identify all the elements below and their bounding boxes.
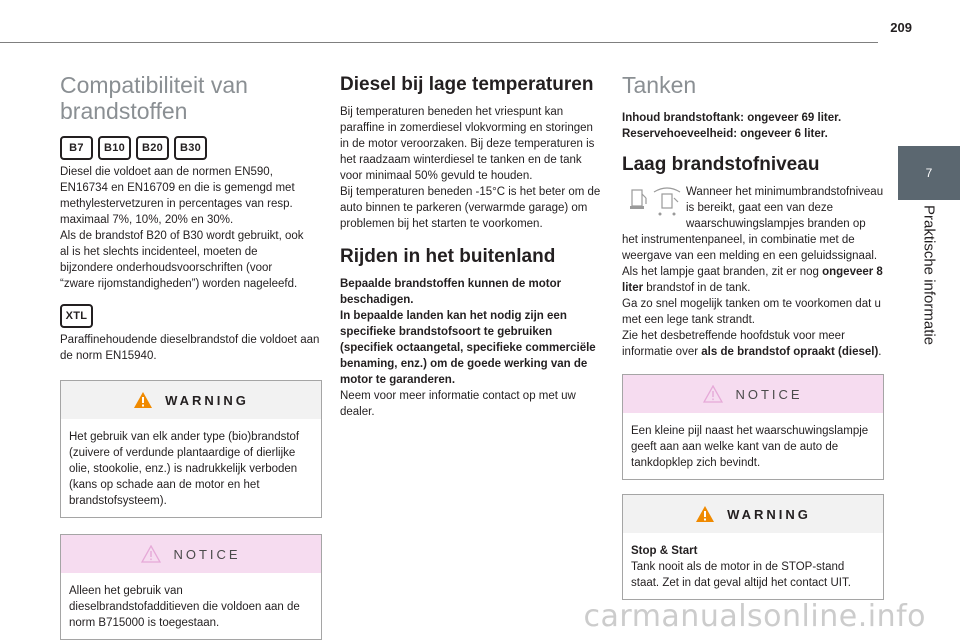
warning-box-header bbox=[61, 381, 321, 419]
warning-body: Het gebruik van elk ander type (bio)brandstof (zuivere of verdunde plantaardige of dierlijke olie, stookolie, enz.) is nadrukkelijk verboden (kans op schade aan de motor en het brandstofsysteem). bbox=[69, 431, 300, 507]
tank-reserve bbox=[622, 126, 884, 142]
section-title-low-temp: Diesel bij lage temperaturen bbox=[340, 74, 594, 95]
warning-body bbox=[623, 533, 883, 599]
page-number: 209 bbox=[890, 20, 912, 35]
header-rule bbox=[0, 42, 878, 43]
notice-icon bbox=[141, 545, 161, 563]
column-fuel-compatibility bbox=[60, 64, 322, 640]
low-fuel-para-4-c: . bbox=[878, 346, 882, 358]
fuel-badge-xtl: XTL bbox=[60, 304, 93, 328]
column-refuelling bbox=[622, 64, 884, 600]
notice-body: Alleen het gebruik van dieselbrandstofadditieven die voldoen aan de norm B715000 is toegestaan. bbox=[69, 585, 300, 629]
compatibility-para-3: Paraffinehoudende dieselbrandstof die voldoet aan de norm EN15940. bbox=[60, 334, 320, 362]
section-title-low-fuel: Laag brandstofniveau bbox=[622, 154, 820, 175]
notice-title: NOTICE bbox=[735, 386, 803, 402]
low-fuel-para-3: Ga zo snel mogelijk tanken om te voorkomen dat u met een lege tank strandt. bbox=[622, 298, 881, 326]
low-fuel-para-1: Wanneer het minimumbrandstofniveau is bereikt, gaat een van deze waarschuwingslampjes branden op het instrumentenpaneel, in combinatie met de weergave van een melding en een geluidssignaal. bbox=[622, 186, 884, 262]
column-diesel-abroad bbox=[340, 64, 602, 420]
tank-capacity-text: Inhoud brandstoftank: ongeveer 69 liter. bbox=[622, 112, 842, 124]
watermark: carmanualsonline.info bbox=[583, 599, 926, 634]
warning-title: WARNING bbox=[165, 392, 249, 408]
low-fuel-para-2 bbox=[622, 264, 884, 296]
section-title-abroad: Rijden in het buitenland bbox=[340, 246, 556, 267]
low-fuel-para-2-b: ongeveer 8 liter bbox=[622, 266, 883, 294]
abroad-bold-1-text: Bepaalde brandstoffen kunnen de motor beschadigen. bbox=[340, 278, 562, 306]
warning-bold: Stop & Start bbox=[631, 545, 698, 557]
notice-box-header bbox=[61, 535, 321, 573]
chapter-title bbox=[898, 205, 960, 385]
fuel-badge-b7: B7 bbox=[60, 136, 93, 160]
notice-box-fuel-flap bbox=[622, 374, 884, 480]
notice-box-additives bbox=[60, 534, 322, 640]
low-fuel-para-4 bbox=[622, 328, 884, 360]
warning-box-header bbox=[623, 495, 883, 533]
warning-title: WARNING bbox=[727, 506, 811, 522]
fuel-badge-b30: B30 bbox=[174, 136, 207, 160]
warning-box-fuel-type bbox=[60, 380, 322, 518]
warning-text: Tank nooit als de motor in de STOP-stand staat. Zet in dat geval altijd het contact UIT. bbox=[631, 561, 851, 589]
section-title-refuelling: Tanken bbox=[622, 72, 697, 98]
low-fuel-para-2-a: Als het lampje gaat branden, zit er nog bbox=[622, 266, 823, 278]
low-fuel-para-4-b: als de brandstof opraakt (diesel) bbox=[701, 346, 879, 358]
chapter-title-text: Praktische informatie bbox=[920, 205, 938, 346]
low-fuel-para-2-c: brandstof in de tank. bbox=[643, 282, 751, 294]
low-temp-para-1: Bij temperaturen beneden het vriespunt kan paraffine in zomerdiesel vlokvorming en storingen in de motor veroorzaken. Bij deze temperaturen is het raadzaam winterdiesel te tanken en de tank voor minimaal 50% gevuld te houden. bbox=[340, 106, 595, 182]
fuel-warning-lamps-icon bbox=[622, 184, 682, 218]
compatibility-para-2: Als de brandstof B20 of B30 wordt gebruikt, ook al is het slechts incidenteel, moeten de bijzondere onderhoudsvoorschriften (voor “zware rijomstandigheden”) worden nageleefd. bbox=[60, 230, 304, 290]
notice-body: Een kleine pijl naast het waarschuwingslampje geeft aan aan welke kant van de auto de tankdopklep zich bevindt. bbox=[631, 425, 869, 469]
low-fuel-para-4-a: Zie het desbetreffende hoofdstuk voor meer informatie over bbox=[622, 330, 845, 358]
tank-reserve-text: Reservehoeveelheid: ongeveer 6 liter. bbox=[622, 128, 828, 140]
low-temp-para-2: Bij temperaturen beneden -15°C is het beter om de auto binnen te parkeren (verwarmde garage) om problemen bij het starten te voorkomen. bbox=[340, 186, 601, 230]
notice-title: NOTICE bbox=[173, 546, 241, 562]
abroad-bold-2 bbox=[340, 308, 602, 388]
abroad-para-3: Neem voor meer informatie contact op met uw dealer. bbox=[340, 390, 576, 418]
warning-box-stop-start bbox=[622, 494, 884, 600]
low-fuel-block bbox=[622, 184, 884, 264]
tank-capacity bbox=[622, 110, 884, 126]
section-title-compatibility: Compatibiliteit van brandstoffen bbox=[60, 72, 248, 124]
chapter-tab: 7 bbox=[898, 146, 960, 200]
warning-icon bbox=[695, 505, 715, 523]
warning-icon bbox=[133, 391, 153, 409]
xtl-badge-row bbox=[60, 304, 322, 328]
fuel-badge-b10: B10 bbox=[98, 136, 131, 160]
notice-icon bbox=[703, 385, 723, 403]
notice-box-header bbox=[623, 375, 883, 413]
fuel-badges bbox=[60, 136, 322, 160]
fuel-badge-b20: B20 bbox=[136, 136, 169, 160]
abroad-bold-1 bbox=[340, 276, 602, 308]
abroad-bold-2-text: In bepaalde landen kan het nodig zijn een specifieke brandstofsoort te gebruiken (specifiek octaangetal, specifieke commerciële benaming, enz.) om de goede werking van de motor te garanderen. bbox=[340, 310, 596, 386]
compatibility-para-1: Diesel die voldoet aan de normen EN590, EN16734 en EN16709 en die is gemengd met methylestervetzuren in percentages van resp. maximaal 7%, 10%, 20% en 30%. bbox=[60, 166, 295, 226]
